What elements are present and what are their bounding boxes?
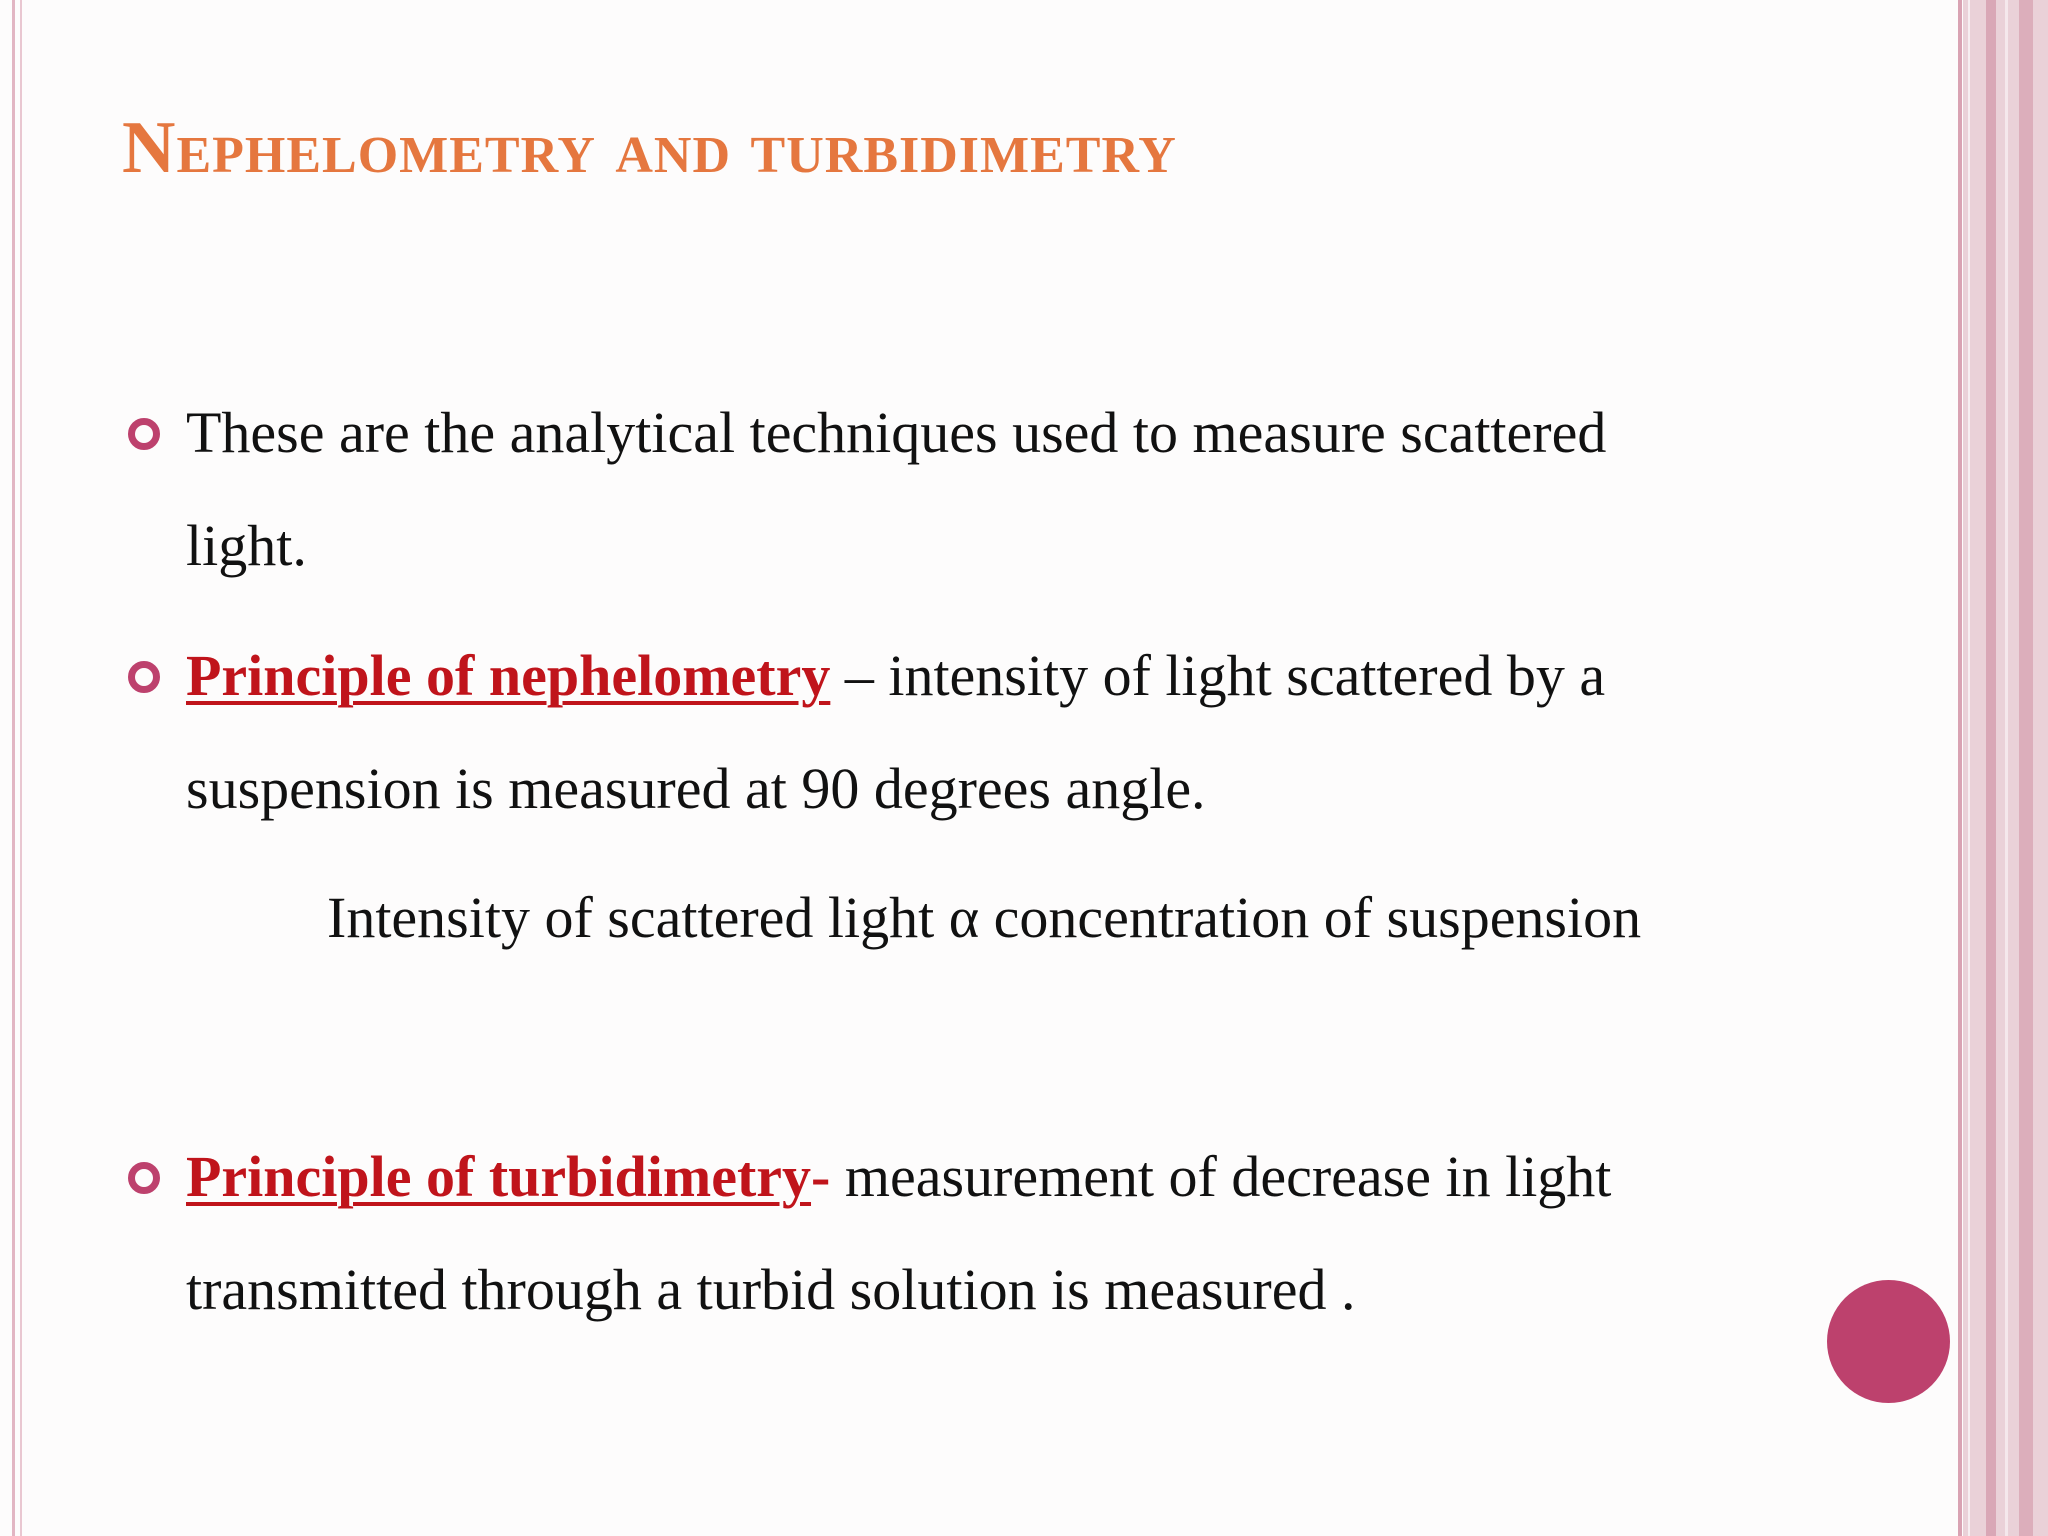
right-border-line [1986,0,1996,1536]
nephelometry-term: Principle of nephelometry [186,643,831,708]
nephelometry-proportionality: Intensity of scattered light α concentration of suspension [327,885,1642,950]
turbidimetry-definition-start: measurement of decrease in light [830,1144,1612,1209]
turbidimetry-term-dash: - [811,1144,831,1209]
bullet-2-line-2: suspension is measured at 90 degrees angle. [186,756,1206,821]
bullet-3-line-1 [186,1142,1611,1212]
hollow-circle-bullet-icon [128,1162,160,1194]
left-border-line [20,0,22,1536]
right-border-line [1968,0,1970,1536]
bullet-1-line-1: These are the analytical techniques used to measure scattered [186,400,1607,465]
hollow-circle-bullet-icon [128,661,160,693]
slide-title: Nephelometry and turbidimetry [122,107,1177,189]
nephelometry-definition-start: – intensity of light scattered by a [830,643,1606,708]
bullet-1-line-2: light. [186,513,307,578]
right-border-line [2005,0,2008,1536]
bullet-3-line-2: transmitted through a turbid solution is measured . [186,1257,1356,1322]
bullet-2-line-1 [186,641,1605,711]
right-border-line [1958,0,1962,1536]
turbidimetry-term: Principle of turbidimetry [186,1144,812,1209]
right-border-line [2019,0,2033,1536]
filled-circle-icon [1827,1280,1950,1403]
hollow-circle-bullet-icon [128,418,160,450]
left-border-line [12,0,15,1536]
